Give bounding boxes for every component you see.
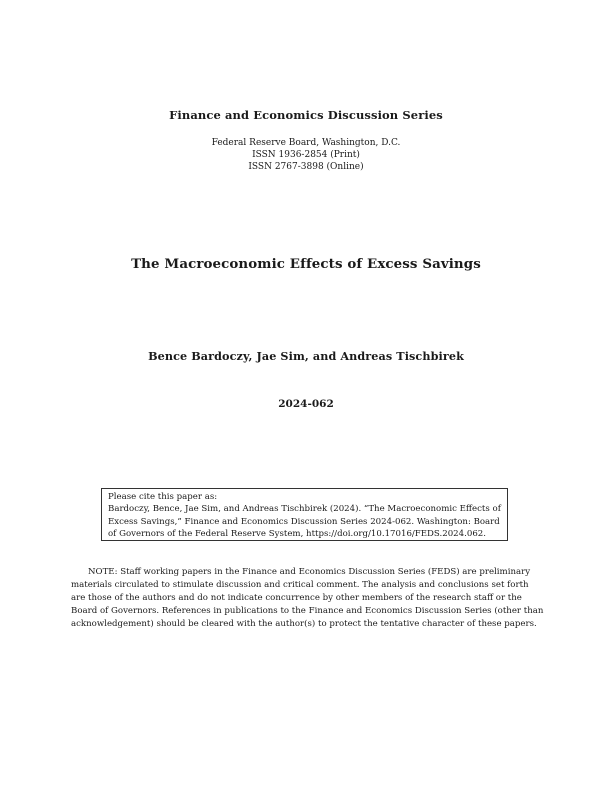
citation-line: Please cite this paper as: [108, 492, 218, 502]
note-line: Board of Governors. References in publications to the Finance and Economics Discussion Series (other than [71, 605, 544, 616]
citation-line: Bardoczy, Bence, Jae Sim, and Andreas Tischbirek (2024). “The Macroeconomic Effects of [108, 504, 501, 515]
publisher-line: Federal Reserve Board, Washington, D.C. [211, 138, 401, 148]
note-line: are those of the authors and do not indicate concurrence by other members of the research staff or the [71, 592, 522, 603]
citation-line: of Governors of the Federal Reserve System, https://doi.org/10.17016/FEDS.2024.062. [108, 528, 486, 539]
publication-info [0, 137, 612, 173]
note-line: acknowledgement) should be cleared with the author(s) to protect the tentative character of these papers. [71, 618, 537, 629]
citation-box [101, 488, 508, 541]
citation-line: Excess Savings,” Finance and Economics Discussion Series 2024-062. Washington: Board [108, 516, 500, 527]
note-line: materials circulated to stimulate discussion and critical comment. The analysis and conclusions set forth [71, 579, 529, 590]
issn-online: ISSN 2767-3898 (Online) [248, 162, 364, 172]
issn-print: ISSN 1936-2854 (Print) [252, 150, 360, 160]
note-line: NOTE: Staff working papers in the Finance and Economics Discussion Series (FEDS) are preliminary [88, 567, 531, 577]
disclaimer-note [71, 566, 544, 631]
paper-title: The Macroeconomic Effects of Excess Savings [131, 256, 481, 272]
series-title: Finance and Economics Discussion Series [169, 108, 443, 122]
author-list: Bence Bardoczy, Jae Sim, and Andreas Tischbirek [148, 349, 464, 363]
paper-number: 2024-062 [278, 398, 334, 410]
